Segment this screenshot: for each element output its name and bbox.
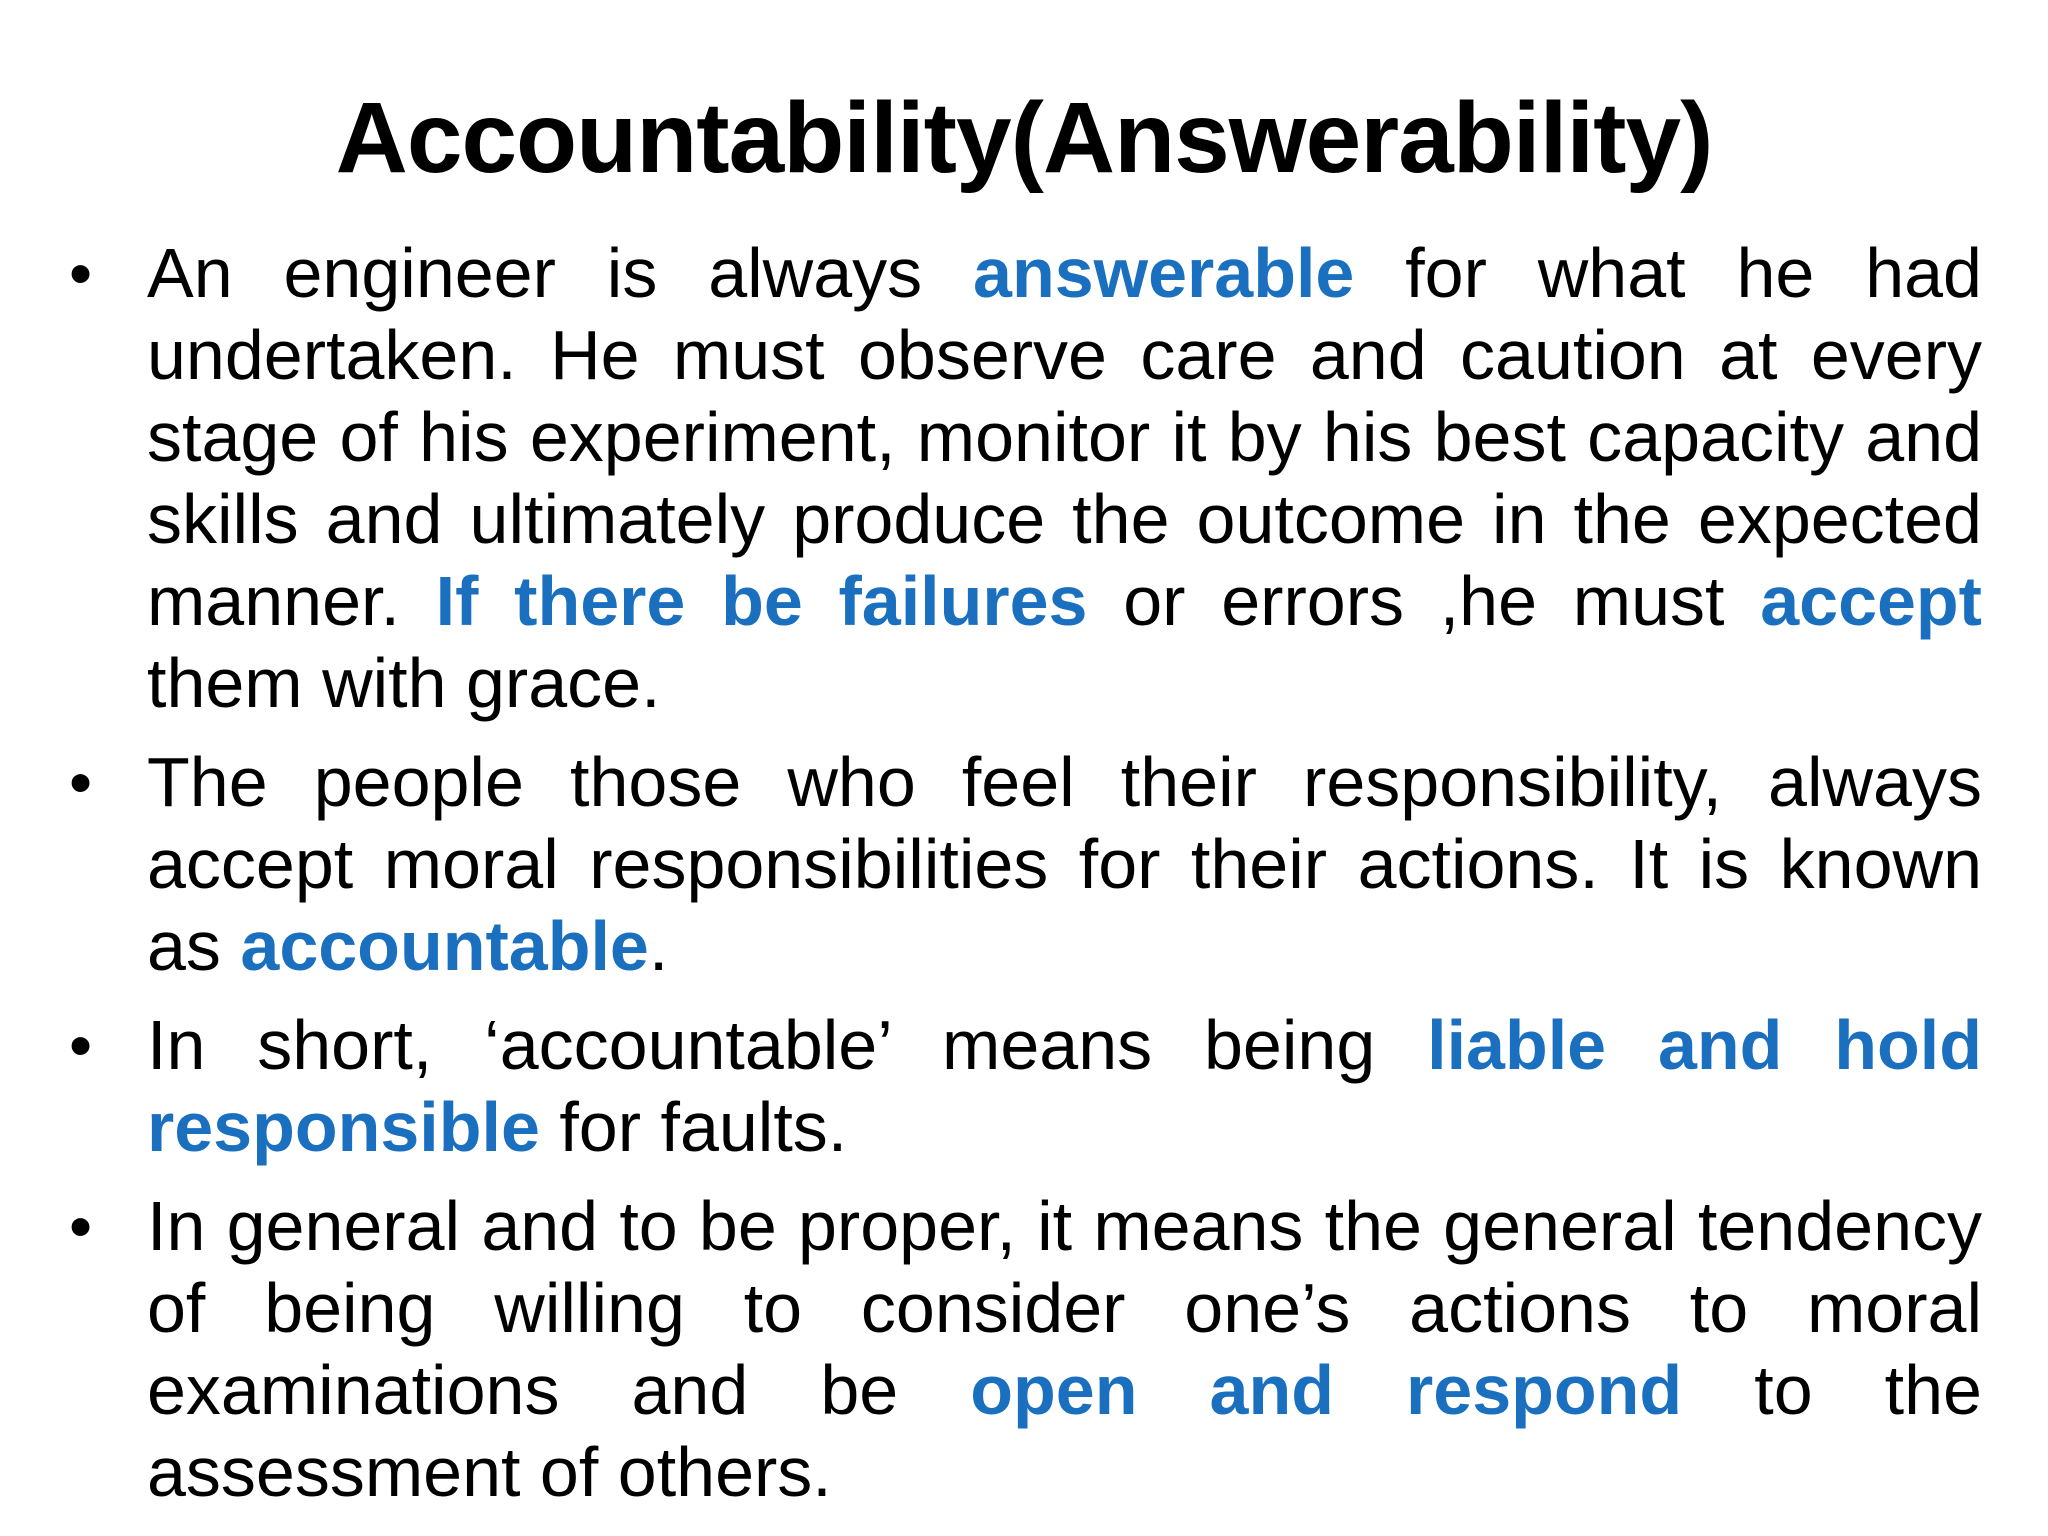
bullet-item: [0, 232, 2048, 724]
text-segment: .: [648, 907, 669, 985]
bullet-dot-icon: •: [69, 1008, 93, 1082]
text-segment: or errors ,he must: [1087, 562, 1761, 640]
highlighted-term: open and respond: [970, 1351, 1683, 1429]
bullet-dot-icon: •: [69, 745, 93, 819]
slide-title: Accountability(Answerability): [335, 82, 1713, 194]
text-segment: In short, ‘accountable’ means being: [147, 1006, 1428, 1084]
text-segment: for faults.: [539, 1088, 848, 1166]
highlighted-term: accountable: [240, 907, 649, 985]
highlighted-term: accept: [1760, 562, 1982, 640]
text-segment: In general and to be proper, it means the general tendency of being willing to consider one’s actions to moral examinations and be: [147, 1187, 1982, 1429]
bullet-item: [0, 1185, 2048, 1513]
text-segment: An engineer is always: [147, 234, 974, 312]
highlighted-term: liable and hold responsible: [147, 1006, 1982, 1166]
bullet-dot-icon: •: [69, 1189, 93, 1263]
text-segment: to the assessment of others.: [147, 1351, 1982, 1511]
highlighted-term: answerable: [973, 234, 1355, 312]
bullet-text: [147, 741, 1982, 987]
bullet-item: [0, 741, 2048, 987]
text-segment: for what he had undertaken. He must observe care and caution at every stage of his experiment, monitor it by his best capacity and skills and ultimately produce the outcome in the expected manner.: [147, 234, 1982, 640]
text-segment: them with grace.: [147, 644, 661, 722]
bullet-item: [0, 1004, 2048, 1168]
bullet-text: [147, 1185, 1982, 1513]
bullet-text: [147, 1004, 1982, 1168]
bullet-text: [147, 232, 1982, 724]
bullet-dot-icon: •: [69, 236, 93, 310]
highlighted-term: If there be failures: [435, 562, 1088, 640]
bullet-list: [0, 232, 2048, 1530]
text-segment: The people those who feel their responsibility, always accept moral responsibilities for their actions. It is known as: [147, 743, 1982, 985]
